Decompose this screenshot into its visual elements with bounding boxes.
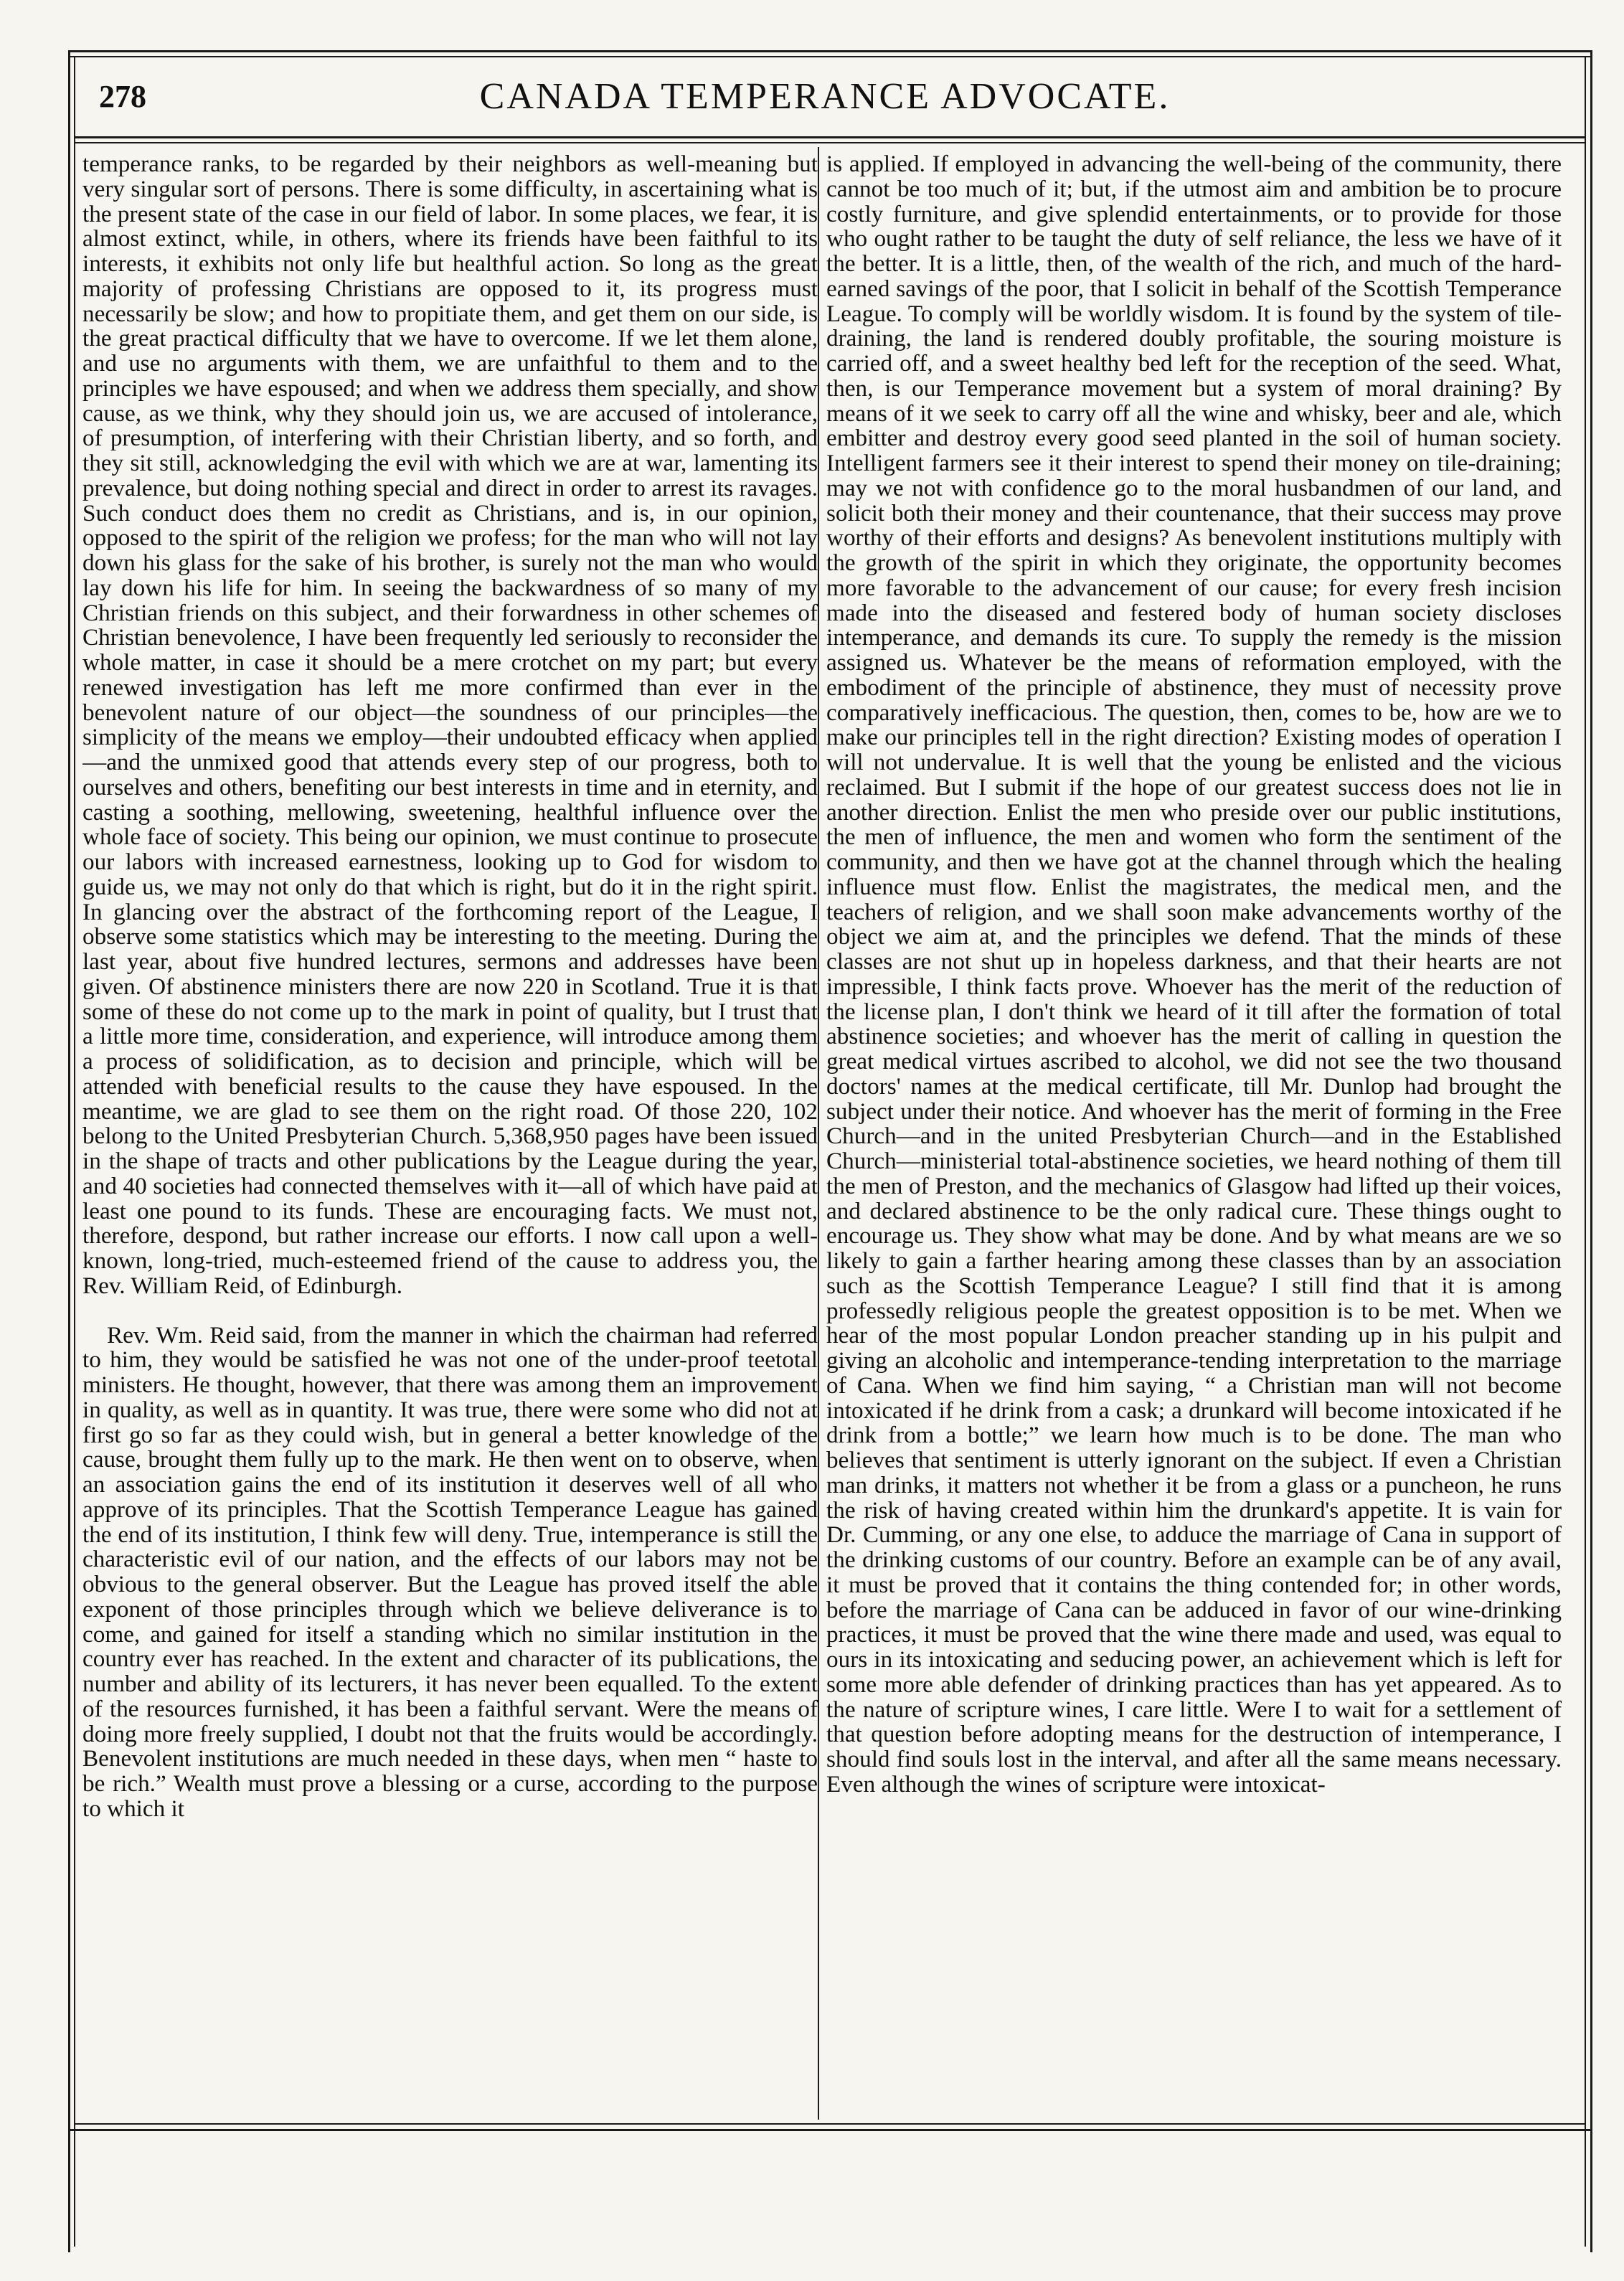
left-border-outer [68,50,70,2252]
page-number: 278 [99,79,146,114]
left-column [82,152,818,2114]
bottom-border-inner [74,2123,1586,2125]
paragraph: is applied. If employed in advancing the well-being of the community, there cannot be too much of it; but, if the utmost aim and ambition be to procure costly furniture, and give splendid entertainments, or to provide for those who ought rather to be taught the duty of self reliance, the less we have of it the better. It is a little, then, of the wealth of the rich, and much of the hard-earned savings of the poor, that I solicit in behalf of the Scottish Temperance League. To comply will be worldly wisdom. It is found by the system of tile-draining, the land is rendered doubly profitable, the souring moisture is carried off, and a sweet healthy bed left for the reception of the seed. What, then, is our Temperance movement but a system of moral draining? By means of it we seek to carry off all the wine and whisky, beer and ale, which embitter and destroy every good seed planted in the soil of human society. Intelligent farmers see it their interest to spend their money on tile-draining; may we not with confidence go to the moral husbandmen of our land, and solicit both their money and their countenance, that their success may prove worthy of their efforts and designs? As benevolent institutions multiply with the growth of the spirit in which they originate, the opportunity becomes more favorable to the advancement of our cause; for every fresh incision made into the diseased and festered body of human society discloses intemperance, and demands its cure. To supply the remedy is the mission assigned us. Whatever be the means of reformation employed, with the embodiment of the principle of abstinence, they must of necessity prove comparatively inefficacious. The question, then, comes to be, how are we to make our principles tell in the right direction? Existing modes of operation I will not undervalue. It is well that the young be enlisted and the vicious reclaimed. But I submit if the hope of our greatest success does not lie in another direction. Enlist the men who preside over our public institutions, the men of influence, the men and women who form the sentiment of the community, and then we have got at the channel through which the healing influence must flow. Enlist the magistrates, the medical men, and the teachers of religion, and we shall soon make advancements worthy of the object we aim at, and the principles we defend. That the minds of these classes are not shut up in hopeless darkness, and that their hearts are not impressible, I think facts prove. Whoever has the merit of the reduction of the license plan, I don't think we heard of it till after the formation of total abstinence societies; and whoever has the merit of calling in question the great medical virtues ascribed to alcohol, we did not see the two thousand doctors' names at the medical certificate, till Mr. Dunlop had brought the subject under their notice. And whoever has the merit of forming in the Free Church—and in the united Presbyterian Church—and in the Established Church—ministerial total-abstinence societies, we heard nothing of them till the men of Preston, and the mechanics of Glasgow had lifted up their voices, and declared abstinence to be the only radical cure. These things ought to encourage us. They show what may be done. And by what means are we so likely to gain a farther hearing among these classes than by an association such as the Scottish Temperance League? I still find that it is among professedly religious people the greatest opposition is to be met. When we hear of the most popular London preacher standing up in his pulpit and giving an alcoholic and intemperance-tending interpretation to the marriage of Cana. When we find him saying, “ a Christian man will not become intoxicated if he drink from a cask; a drunkard will become intoxicated if he drink from a bottle;” we learn how much is to be done. The man who believes that sentiment is utterly ignorant on the subject. If even a Christian man drinks, it matters not whether it be from a glass or a puncheon, he runs the risk of having created within him the drunkard's appetite. It is vain for Dr. Cumming, or any one else, to adduce the marriage of Cana in support of the drinking customs of our country. Before an example can be of any avail, it must be proved that it contains the thing contended for; in other words, before the marriage of Cana can be adduced in favor of our wine-drinking practices, it must be proved that the wine there made and used, was equal to ours in its intoxicating and seducing power, an achievement which is left for some more able defender of drinking practices than has yet appeared. As to the nature of scripture wines, I care little. Were I to wait for a settlement of that question before adopting means for the destruction of intemperance, I should find souls lost in the interval, and after all the same means necessary. Even although the wines of scripture were intoxicat- [826,152,1562,1798]
bottom-border-outer [68,2129,1592,2131]
paragraph: temperance ranks, to be regarded by their neighbors as well-meaning but very singular sort of persons. There is some difficulty, in ascertaining what is the present state of the case in our field of labor. In some places, we fear, it is almost extinct, while, in others, where its friends have been faithful to its interests, it exhibits not only life but healthful action. So long as the great majority of professing Christians are opposed to it, its progress must necessarily be slow; and how to propitiate them, and get them on our side, is the great practical difficulty that we have to overcome. If we let them alone, and use no arguments with them, we are unfaithful to them and to the principles we have espoused; and when we address them specially, and show cause, as we think, why they should join us, we are accused of intolerance, of presumption, of interfering with their Christian liberty, and so forth, and they sit still, acknowledging the evil with which we are at war, lamenting its prevalence, but doing nothing special and direct in order to arrest its ravages. Such conduct does them no credit as Christians, and is, in our opinion, opposed to the spirit of the religion we profess; for the man who will not lay down his glass for the sake of his brother, is surely not the man who would lay down his life for him. In seeing the backwardness of so many of my Christian friends on this subject, and their forwardness in other schemes of Christian benevolence, I have been frequently led seriously to reconsider the whole matter, in case it should be a mere crotchet on my part; but every renewed investigation has left me more confirmed than ever in the benevolent nature of our object—the soundness of our principles—the simplicity of the means we employ—their undoubted efficacy when applied—and the unmixed good that attends every step of our progress, both to ourselves and others, benefiting our best interests in time and in eternity, and casting a soothing, mellowing, sweetening, healthful influence over the whole face of society. This being our opinion, we must continue to prosecute our labors with increased earnestness, looking up to God for wisdom to guide us, we may not only do that which is right, but do it in the right spirit. In glancing over the abstract of the forthcoming report of the League, I observe some statistics which may be interesting to the meeting. During the last year, about five hundred lectures, sermons and addresses have been given. Of abstinence ministers there are now 220 in Scotland. True it is that some of these do not come up to the mark in point of quality, but I trust that a little more time, consideration, and experience, will introduce among them a process of solidification, as to decision and principle, which will be attended with beneficial results to the cause they have espoused. In the meantime, we are glad to see them on the right road. Of those 220, 102 belong to the United Presbyterian Church. 5,368,950 pages have been issued in the shape of tracts and other publications by the League during the year, and 40 societies had connected themselves with it—all of which have paid at least one pound to its funds. These are encouraging facts. We must not, therefore, despond, but rather increase our efforts. I now call upon a well-known, long-tried, much-esteemed friend of the cause to address you, the Rev. William Reid, of Edinburgh. [82,152,818,1299]
column-divider [818,147,819,2120]
right-column [826,152,1562,2114]
publication-title: CANADA TEMPERANCE ADVOCATE. [479,76,1171,117]
header-rule-upper [74,136,1586,138]
left-border-inner [74,56,75,2247]
right-border-inner [1585,56,1586,2247]
top-border-inner [68,56,1592,57]
header-rule-lower [74,142,1586,143]
right-border-outer [1590,50,1592,2252]
top-border-outer [68,50,1592,52]
paragraph: Rev. Wm. Reid said, from the manner in which the chairman had referred to him, they would be satisfied he was not one of the under-proof teetotal ministers. He thought, however, that there was among them an improvement in quality, as well as in quantity. It was true, there were some who did not at first go so far as they could wish, but in general a better knowledge of the cause, brought them fully up to the mark. He then went on to observe, when an association gains the end of its institution it deserves well of all who approve of its principles. That the Scottish Temperance League has gained the end of its institution, I think few will deny. True, intemperance is still the characteristic evil of our nation, and the effects of our labors may not be obvious to the general observer. But the League has proved itself the able exponent of those principles through which we believe deliverance is to come, and gained for itself a standing which no similar institution in the country ever has reached. In the extent and character of its publications, the number and ability of its lecturers, it has never been equalled. To the extent of the resources furnished, it has been a faithful servant. Were the means of doing more freely supplied, I doubt not that the fruits would be accordingly. Benevolent institutions are much needed in these days, when men “ haste to be rich.” Wealth must prove a blessing or a curse, according to the purpose to which it [82,1321,818,1822]
page-header [79,68,1571,133]
